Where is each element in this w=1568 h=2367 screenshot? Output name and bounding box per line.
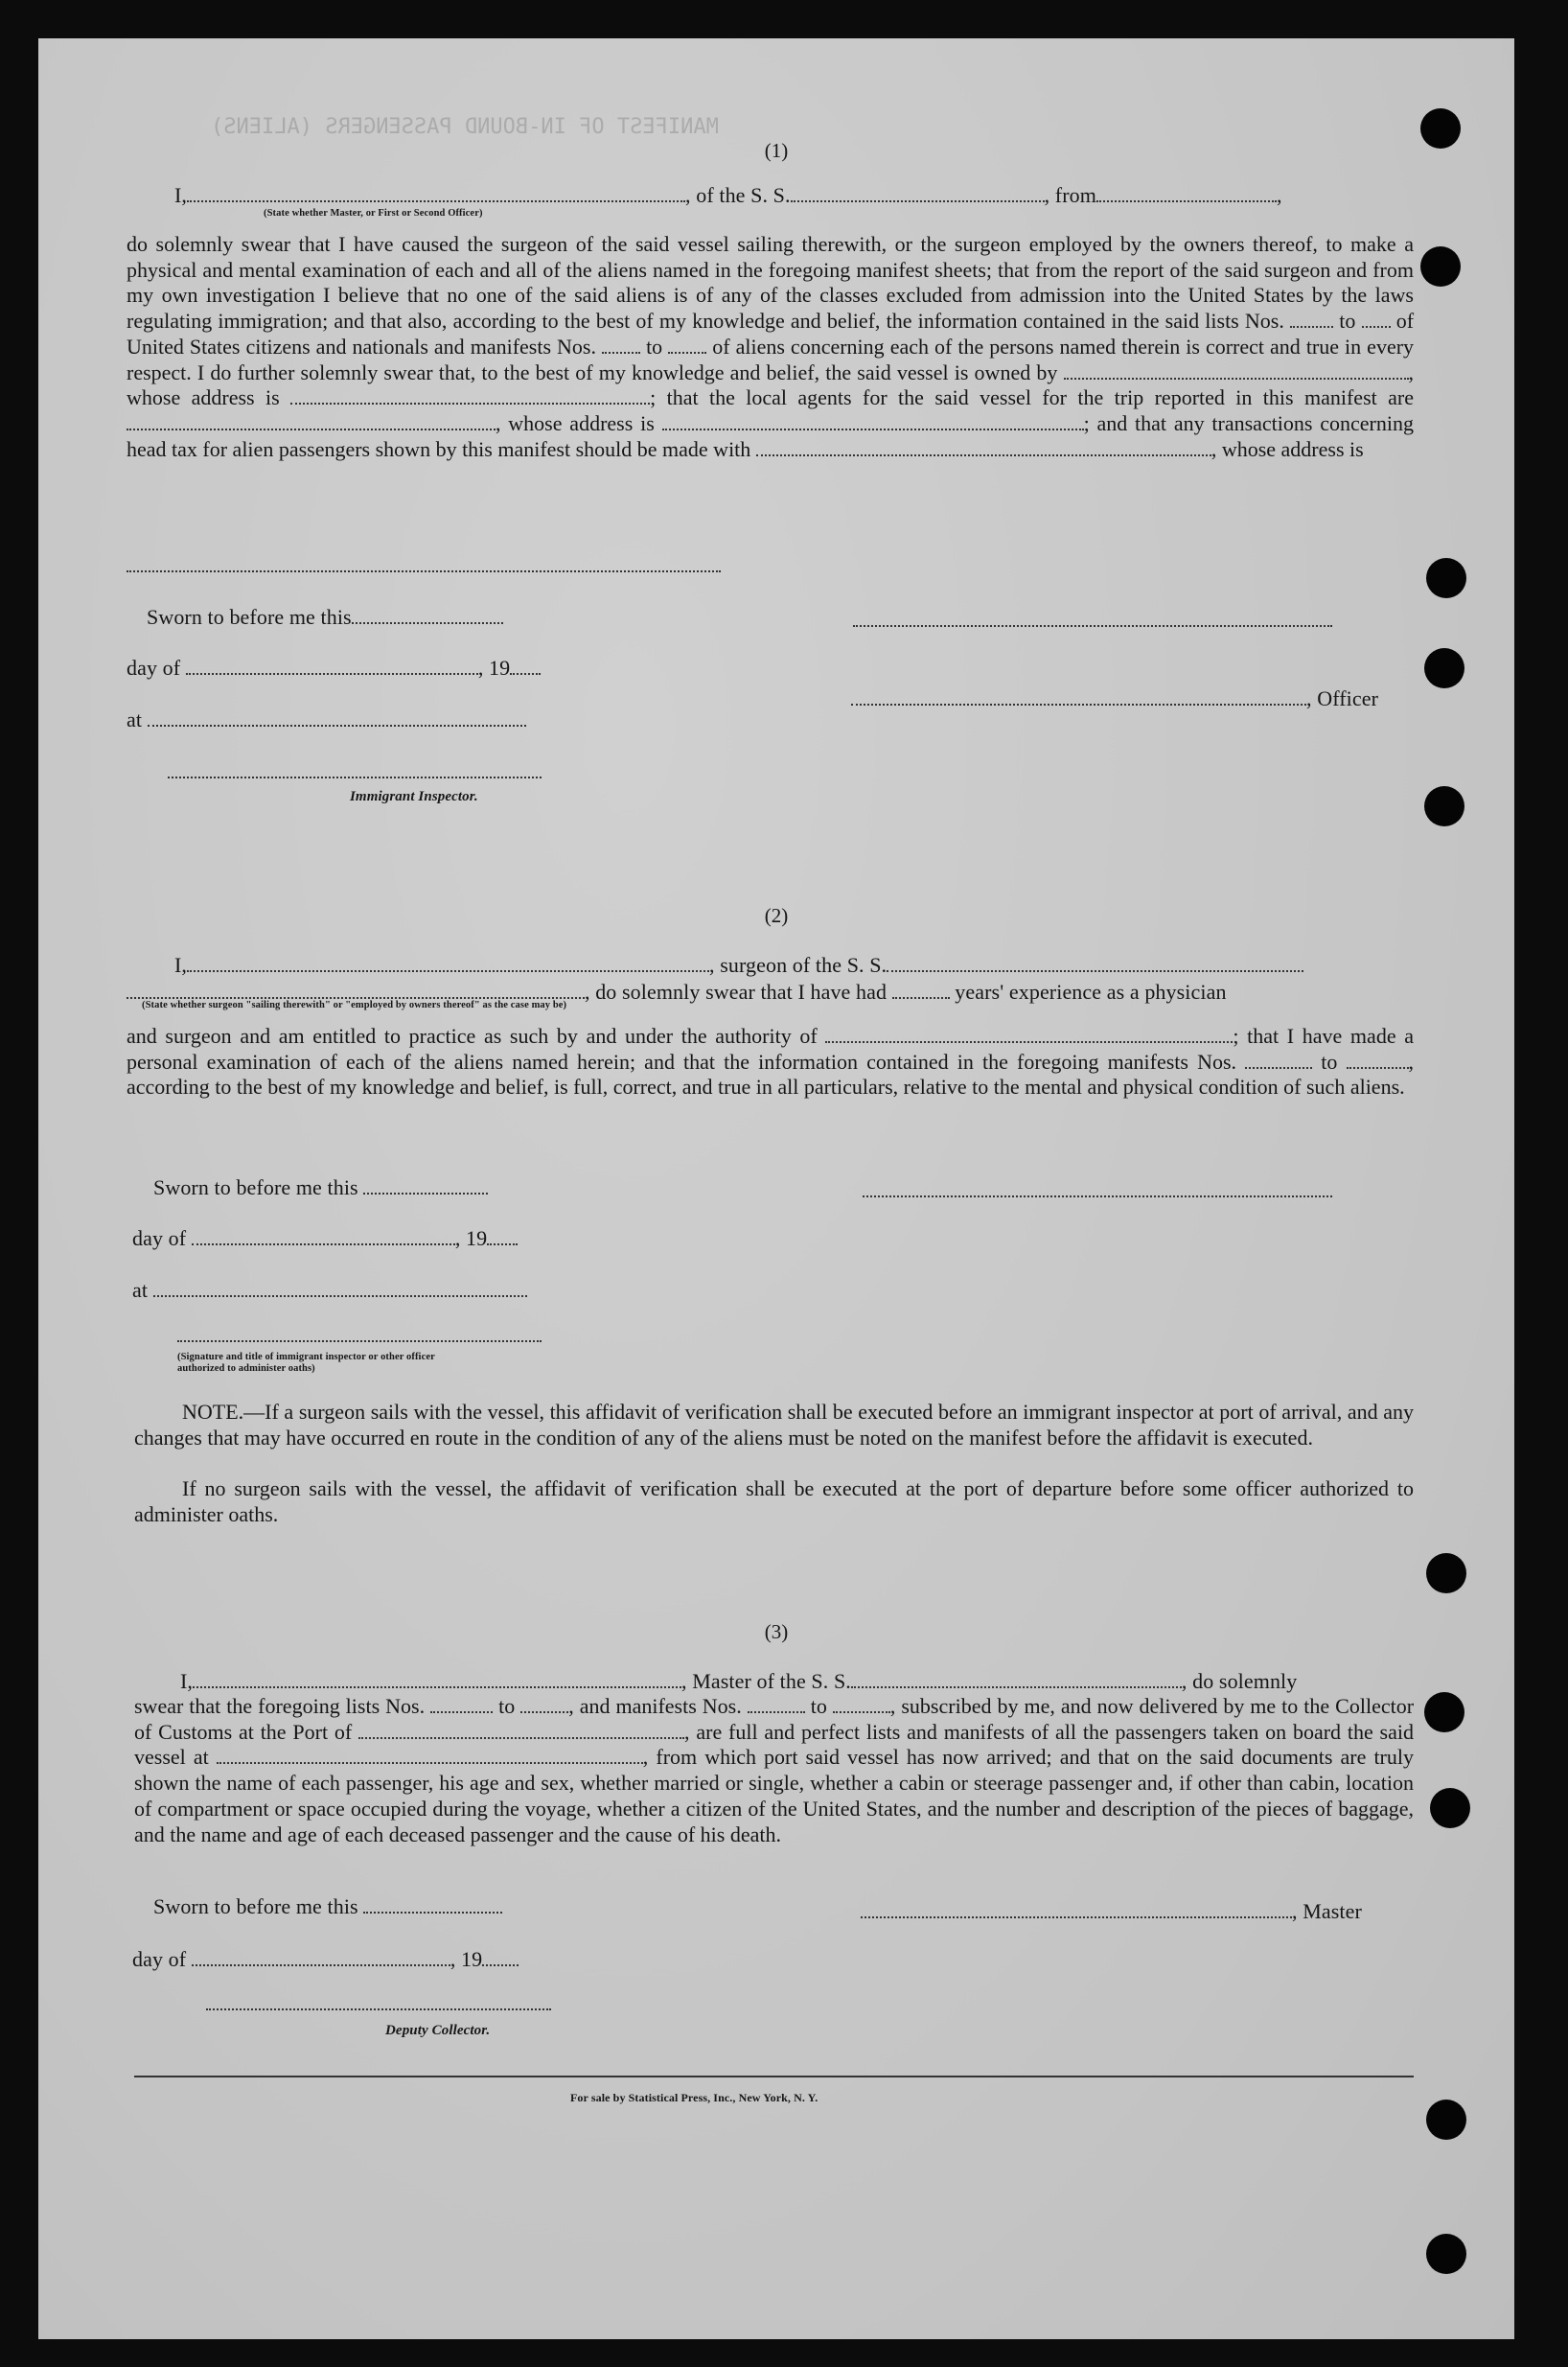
s1-i-label: I,	[174, 183, 188, 207]
s3-text-c: , subscribed by me, and now delivered by me to the Collector of Customs at the Port of	[134, 1694, 1415, 1744]
s3-manifests-to-field[interactable]	[833, 1711, 890, 1713]
s2-sworn-label: Sworn to before me this	[153, 1175, 358, 1199]
s1-sworn-label: Sworn to before me this	[147, 605, 352, 629]
s2-i-label: I,	[174, 953, 188, 977]
s1-whose-3: , whose address is	[1211, 436, 1364, 461]
section-3-heading: (3)	[764, 1620, 789, 1643]
manifest-page	[38, 38, 1514, 2339]
s2-year-label: , 19	[454, 1226, 488, 1250]
s3-i-label: I,	[180, 1669, 194, 1693]
s1-text-e: ; and that any transactions concerning head tax for alien passengers shown by this manifest should be made with	[127, 410, 1414, 461]
s3-month-field[interactable]	[192, 1964, 450, 1966]
s2-note	[134, 1400, 1414, 1450]
punch-hole	[1424, 786, 1464, 826]
s3-sworn-date-field[interactable]	[363, 1912, 502, 1914]
punch-hole	[1426, 558, 1466, 598]
punch-hole	[1424, 1692, 1464, 1732]
s1-officer-field[interactable]	[851, 704, 1306, 706]
s1-signature-line[interactable]	[853, 625, 1332, 627]
s3-name-field[interactable]	[193, 1686, 681, 1688]
s2-at	[132, 1277, 527, 1303]
s2-line-i	[174, 952, 1303, 978]
s1-year-label: , 19	[477, 656, 511, 680]
s2-sworn	[153, 1174, 488, 1200]
s3-sworn	[153, 1893, 502, 1919]
punch-hole	[1430, 1788, 1470, 1828]
s1-lists-from-field[interactable]	[1290, 326, 1333, 328]
s2-officer-signature-line[interactable]	[177, 1340, 542, 1342]
s2-sworn-date-field[interactable]	[363, 1193, 488, 1195]
punch-hole	[1420, 246, 1461, 287]
s3-port-field[interactable]	[358, 1737, 684, 1739]
s2-day-of	[132, 1225, 518, 1251]
s1-to-1: to	[1339, 309, 1356, 334]
s3-master-of-label: , Master of the S. S.	[681, 1669, 851, 1693]
s3-year-label: , 19	[450, 1947, 483, 1971]
s2-note-text: —If a surgeon sails with the vessel, this affidavit of verification shall be executed before an immigrant inspector at port of arrival, and any changes that may have occurred en route in the condition of any of the aliens must be noted on the manifest before the affidavit is executed.	[134, 1400, 1414, 1450]
s3-affidavit-text	[134, 1694, 1414, 1847]
s3-master-signature-field[interactable]	[861, 1916, 1292, 1918]
s1-day-of	[127, 655, 541, 681]
s2-authority-field[interactable]	[825, 1041, 1233, 1043]
s2-swear-label: , do solemnly swear that I have had	[585, 980, 888, 1004]
s1-manifests-from-field[interactable]	[602, 352, 640, 354]
s1-state-note: (State whether Master, or First or Second Officer)	[264, 208, 483, 219]
s3-to-1: to	[498, 1694, 516, 1718]
s1-whose-1: , whose address is	[127, 360, 1414, 410]
s1-day-of-label: day of	[127, 656, 181, 680]
s1-whose-2: whose address is	[508, 410, 655, 435]
footer-printer: For sale by Statistical Press, Inc., New York, N. Y.	[570, 2091, 819, 2104]
s3-embark-field[interactable]	[217, 1762, 643, 1764]
s3-day-of-label: day of	[132, 1947, 187, 1971]
s1-owner-field[interactable]	[1064, 378, 1409, 380]
s3-text-e: , from which port said vessel has now arrived; and that on the said documents are truly shown the name of each passenger, his age and sex, whether married or single, whether a cabin or steerage passenger and, if other than cabin, location of compartment or space occupied during the voyage, whether a citizen of the United States, and the number and description of the pieces of baggage, and the name and age of each deceased passenger and the cause of his death.	[134, 1745, 1414, 1846]
s3-day-of	[132, 1946, 519, 1972]
s1-immigrant-inspector: Immigrant Inspector.	[350, 789, 478, 804]
s2-month-field[interactable]	[192, 1243, 455, 1245]
s1-owner-address-field[interactable]	[290, 403, 650, 405]
s1-name-field[interactable]	[187, 200, 685, 202]
s3-do-solemnly-label: , do solemnly	[1181, 1669, 1298, 1693]
s1-text-c: of aliens concerning each of the persons named therein is correct and true in every respect. I do further solemnly swear that, to the best of my knowledge and belief, the said vessel is owned by	[127, 334, 1415, 384]
s1-ship-field[interactable]	[791, 200, 1045, 202]
s2-manifests-from-field[interactable]	[1245, 1067, 1312, 1069]
s3-master	[861, 1898, 1362, 1924]
s2-at-label: at	[132, 1278, 149, 1302]
s2-years-label: years' experience as a physician	[955, 980, 1227, 1004]
s1-from-field[interactable]	[1096, 200, 1277, 202]
s3-to-2: to	[810, 1694, 827, 1718]
s3-master-label: , Master	[1292, 1899, 1362, 1923]
s2-surgeon-of-label: , surgeon of the S. S.	[709, 953, 888, 977]
s1-sworn-date-field[interactable]	[352, 622, 503, 624]
punch-hole	[1426, 1553, 1466, 1593]
s3-lists-from-field[interactable]	[430, 1711, 493, 1713]
s2-manifests-to-field[interactable]	[1347, 1067, 1409, 1069]
punch-hole	[1424, 648, 1464, 688]
s1-from-label: , from	[1044, 183, 1096, 207]
s1-line-i: I, , of the S. S. , from ,	[174, 183, 1282, 207]
s1-at	[127, 707, 526, 732]
s1-officer-label: , Officer	[1306, 686, 1379, 710]
section-2-heading: (2)	[764, 904, 789, 927]
s3-text-a: swear that the foregoing lists Nos.	[134, 1694, 426, 1718]
s1-text-d: ; that the local agents for the said vessel for the trip reported in this manifest are	[650, 385, 1414, 410]
s1-sworn	[147, 604, 503, 630]
s1-month-field[interactable]	[186, 673, 478, 675]
s2-to: to	[1321, 1049, 1338, 1074]
s2-at-field[interactable]	[153, 1295, 527, 1297]
s3-line-i	[180, 1668, 1297, 1694]
s1-agents-field[interactable]	[127, 429, 496, 430]
s1-headtax-field[interactable]	[756, 454, 1211, 456]
s2-capacity-field[interactable]	[127, 997, 585, 999]
s1-to-2: to	[646, 334, 663, 359]
section-1-heading: (1)	[764, 139, 789, 162]
s1-officer	[851, 685, 1378, 711]
s2-note-text-2: If no surgeon sails with the vessel, the affidavit of verification shall be executed at the port of departure before some officer authorized to administer oaths.	[134, 1476, 1414, 1526]
s2-years-field[interactable]	[892, 997, 950, 999]
s2-text-a: and surgeon and am entitled to practice as such by and under the authority of	[127, 1024, 818, 1048]
s1-at-label: at	[127, 708, 143, 731]
s1-text-b: of United States citizens and nationals and manifests Nos.	[127, 309, 1415, 359]
punch-hole	[1426, 2234, 1466, 2274]
s3-manifests-from-field[interactable]	[748, 1711, 805, 1713]
s3-text-d: , are full and perfect lists and manifests of all the passengers taken on board the said vessel at	[134, 1719, 1414, 1770]
s2-text-b: that I have made a personal examination of each of the aliens named herein; and that the information contained in the foregoing manifests Nos.	[127, 1024, 1414, 1074]
s2-state-note: (State whether surgeon "sailing therewith" or "employed by owners thereof" as the case may be)	[142, 1000, 567, 1010]
s1-manifests-to-field[interactable]	[668, 352, 706, 354]
bleed-through-text: MANIFEST OF IN-BOUND PASSENGERS (ALIENS)	[211, 115, 719, 139]
punch-hole	[1420, 108, 1461, 149]
s2-note-2	[134, 1476, 1414, 1527]
s2-name-field[interactable]	[187, 970, 709, 972]
s1-of-ss-label: , of the S. S.	[685, 183, 791, 207]
s3-year-field[interactable]	[482, 1964, 519, 1966]
s3-ship-field[interactable]	[851, 1686, 1182, 1688]
s1-agents-address-field[interactable]	[662, 429, 1084, 430]
s2-signature-line[interactable]	[863, 1195, 1332, 1197]
s1-year-field[interactable]	[510, 673, 541, 675]
s2-sig-note: (Signature and title of immigrant inspector or other officer authorized to administer oaths)	[177, 1352, 435, 1374]
punch-hole	[1426, 2100, 1466, 2140]
s2-affidavit-text: and surgeon and am entitled to practice as such by and under the authority of ; that I have made a personal examination of each of the aliens named herein; and that the information contained in the foregoing manifests Nos. to , according to the best of my knowledge and belief, is full, correct, and true in all particulars, relative to the mental and physical condition of such aliens.	[127, 1024, 1415, 1100]
s3-collector-signature-line[interactable]	[206, 2008, 551, 2010]
footer-divider	[134, 2076, 1414, 2077]
s3-text-b: , and manifests Nos.	[568, 1694, 742, 1718]
s1-inspector-signature-line[interactable]	[168, 777, 542, 778]
s1-affidavit-text: do solemnly swear that I have caused the surgeon of the said vessel sailing therewith, or the surgeon employed by the owners thereof, to make a physical and mental examination of each and all of the aliens named in the foregoing manifest sheets; that from the report of the said surgeon and from my own investigation I believe that no one of the said aliens is of any of the classes excluded from admission into the United States by the laws regulating immigration; and that also, according to the best of my knowledge and belief, the information contained in the said lists Nos. to of United States citizens and nationals and manifests Nos. to of aliens concerning each of the persons named therein is correct and true in every respect. I do further solemnly swear that, to the best of my knowledge and belief, the said vessel is owned by , whose address is ; that the local agents for the said vessel for the trip reported in this manifest are , whose address is ; and that any transactions concerning head tax for alien passengers shown by this manifest should be made with , whose address is	[127, 232, 1415, 461]
s1-lists-to-field[interactable]	[1362, 326, 1391, 328]
s1-text-a: do solemnly swear that I have caused the surgeon of the said vessel sailing therewith, or the surgeon employed by the owners thereof, to make a physical and mental examination of each and all of the aliens named in the foregoing manifest sheets; that from the report of the said surgeon and from my own investigation I believe that no one of the said aliens is of any of the classes excluded from admission into the United States by the laws regulating immigration; and that also, according to the best of my knowledge and belief, the information contained in the said lists Nos.	[127, 232, 1414, 334]
s2-note-label: NOTE.	[182, 1400, 244, 1424]
s2-text-c: , according to the best of my knowledge and belief, is full, correct, and true in all particulars, relative to the mental and physical condition of such aliens.	[127, 1049, 1415, 1100]
s3-sworn-label: Sworn to before me this	[153, 1894, 358, 1918]
s3-lists-to-field[interactable]	[520, 1711, 568, 1713]
s2-year-field[interactable]	[487, 1243, 518, 1245]
s1-at-field[interactable]	[148, 725, 526, 727]
s3-deputy-collector: Deputy Collector.	[385, 2023, 491, 2038]
s2-ship-field[interactable]	[887, 970, 1303, 972]
s2-day-of-label: day of	[132, 1226, 187, 1250]
s1-headtax-address-field[interactable]	[127, 570, 721, 572]
